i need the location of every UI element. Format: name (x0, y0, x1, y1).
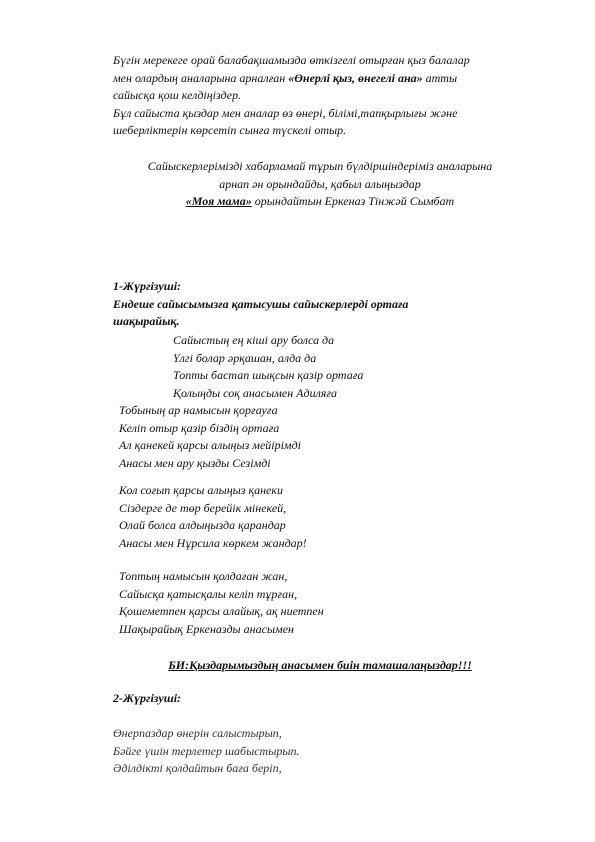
stanza-4-line-1: Топтың намысын қолдаған жан, (119, 569, 288, 583)
poem-stanza-3 (119, 482, 307, 552)
intro-line-4: Бұл сайыста қыздар мен аналар өз өнері, білімі,тапқырлығы және (113, 105, 458, 120)
announcement (100, 158, 540, 211)
intro-line-3: сайысқа қош келдіңіздер. (113, 88, 242, 102)
host2-poem (113, 725, 299, 778)
dance-line: БИ:Қыздарымыздың анасымен биін тамашалаңыздар!!! (168, 658, 472, 672)
song-title: «Моя мама» (185, 194, 252, 208)
intro-line-2-suffix: атты (422, 70, 458, 85)
stanza-2-line-3: Ал қанекей қарсы алыңыз мейірімді (119, 438, 301, 452)
stanza-1-line-2: Үлгі болар әрқашан, алда да (173, 350, 317, 365)
stanza-4-line-3: Қошеметпен қарсы алайық, ақ ниетпен (119, 604, 324, 618)
stanza-3-line-4: Анасы мен Нұрсила көркем жандар! (119, 535, 307, 550)
host1-call-line-1: Ендеше сайысымызға қатысушы сайыскерлерді ортаға (113, 296, 409, 311)
poem-stanza-4 (119, 568, 324, 638)
stanza-3-line-3: Олай болса алдыңызда қарандар (119, 518, 286, 532)
announcement-line-1: Сайыскерлерімізді хабарламай тұрып бүлдіршіндеріміз аналарына (147, 159, 493, 173)
host2-heading: 2-Жүргізуші: (113, 691, 182, 705)
announcement-line-2: арнап ән орындайды, қабыл алыңыздар (219, 176, 421, 191)
stanza-1-line-1: Сайыстың ең кіші ару болса да (173, 333, 335, 347)
host2-line-3: Әділдікті қолдайтын баға беріп, (113, 761, 282, 775)
poem-stanza-1 (173, 332, 363, 402)
contest-title: «Өнерлі қыз, өнегелі ана» (288, 70, 423, 85)
stanza-3-line-2: Сіздерге де төр берейік мінекей, (119, 500, 287, 515)
host1-section (113, 278, 408, 331)
intro-line-2 (113, 70, 470, 88)
stanza-4-line-2: Сайысқа қатысқалы келіп тұрған, (119, 586, 298, 601)
stanza-1-line-4: Қолыңды соқ анасымен Адиляға (173, 385, 338, 400)
intro-line-1: Бүгін мерекеге орай балабақшамызда өткізгелі отырған қыз балалар (113, 53, 470, 67)
poem-stanza-2 (119, 402, 301, 472)
intro-line-2-prefix: мен олардың аналарына арналған (113, 70, 289, 85)
intro-line-5: шеберліктерін көрсетіп сынға түскелі отыр. (113, 123, 347, 137)
stanza-2-line-2: Келіп отыр қазір біздің ортаға (119, 420, 280, 435)
dance-announcement (100, 657, 540, 675)
stanza-1-line-3: Топты бастап шықсын қазір ортаға (173, 368, 364, 382)
stanza-2-line-1: Тобының ар намысын қорғауға (119, 403, 278, 417)
announcement-line-3 (100, 193, 540, 211)
stanza-2-line-4: Анасы мен ару қызды Сезімді (119, 455, 271, 470)
stanza-3-line-1: Кол соғып қарсы алыңыз қанеки (119, 483, 283, 497)
host2-line-1: Өнерпаздар өнерін салыстырып, (113, 726, 282, 740)
host1-heading: 1-Жүргізуші: (113, 279, 182, 293)
host2-section (113, 690, 181, 708)
host1-call-line-2: шақырайық. (113, 314, 180, 328)
intro-paragraph (113, 52, 470, 140)
stanza-4-line-4: Шақырайық Еркеназды анасымен (119, 621, 294, 636)
host2-line-2: Бәйге үшін терлетер шабыстырып. (113, 743, 300, 758)
announcement-line-3-suffix: орындайтын Еркеназ Тінжәй Сымбат (251, 194, 455, 208)
